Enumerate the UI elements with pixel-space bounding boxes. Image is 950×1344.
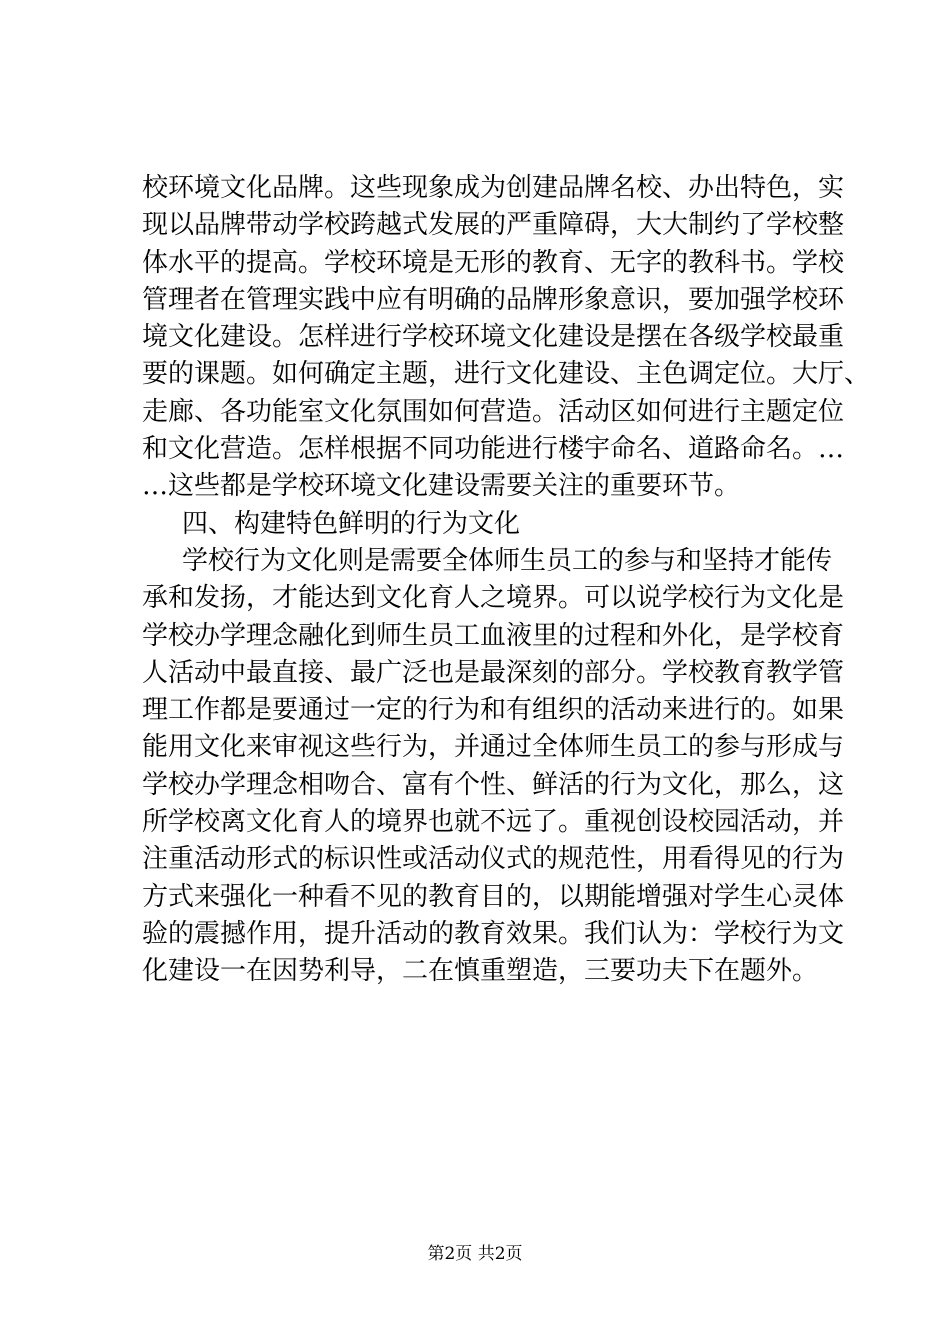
paragraph-2-line: 所学校离文化育人的境界也就不远了。重视创设校园活动，并	[142, 807, 845, 838]
paragraph-2-line: 注重活动形式的标识性或活动仪式的规范性，用看得见的行为	[142, 844, 845, 875]
paragraph-1-line: 境文化建设。怎样进行学校环境文化建设是摆在各级学校最重	[142, 322, 845, 353]
paragraph-2-line: 方式来强化一种看不见的教育目的，以期能增强对学生心灵体	[142, 881, 845, 912]
paragraph-2-line: 学校办学理念融化到师生员工血液里的过程和外化，是学校育	[142, 620, 845, 651]
body-text	[142, 170, 871, 991]
paragraph-2-line: 学校办学理念相吻合、富有个性、鲜活的行为文化，那么，这	[142, 769, 845, 800]
page-footer	[0, 1243, 950, 1265]
paragraph-1-line: 和文化营造。怎样根据不同功能进行楼宇命名、道路命名。…	[142, 434, 845, 465]
paragraph-1-line: …这些都是学校环境文化建设需要关注的重要环节。	[142, 471, 741, 502]
paragraph-1-line: 现以品牌带动学校跨越式发展的严重障碍，大大制约了学校整	[142, 210, 845, 241]
paragraph-2-line: 理工作都是要通过一定的行为和有组织的活动来进行的。如果	[142, 695, 845, 726]
paragraph-1-line: 体水平的提高。学校环境是无形的教育、无字的教科书。学校	[142, 247, 845, 278]
paragraph-2-line: 验的震撼作用，提升活动的教育效果。我们认为：学校行为文	[142, 918, 845, 949]
paragraph-1-line: 校环境文化品牌。这些现象成为创建品牌名校、办出特色，实	[142, 173, 845, 203]
paragraph-2-line: 承和发扬，才能达到文化育人之境界。可以说学校行为文化是	[142, 583, 845, 614]
paragraph-2-line: 化建设一在因势利导，二在慎重塑造，三要功夫下在题外。	[142, 956, 819, 987]
page-indicator: 第2页 共2页	[427, 1244, 523, 1264]
paragraph-1-line: 走廊、各功能室文化氛围如何营造。活动区如何进行主题定位	[142, 396, 845, 427]
paragraph-1-line: 管理者在管理实践中应有明确的品牌形象意识，要加强学校环	[142, 284, 845, 315]
paragraph-2-line: 能用文化来审视这些行为，并通过全体师生员工的参与形成与	[142, 732, 845, 763]
paragraph-1-line: 要的课题。如何确定主题，进行文化建设、主色调定位。大厅、	[142, 359, 871, 390]
paragraph-2-line: 人活动中最直接、最广泛也是最深刻的部分。学校教育教学管	[142, 657, 845, 688]
paragraph-2-line: 学校行为文化则是需要全体师生员工的参与和坚持才能传	[182, 545, 833, 576]
section-heading: 四、构建特色鲜明的行为文化	[182, 508, 521, 539]
